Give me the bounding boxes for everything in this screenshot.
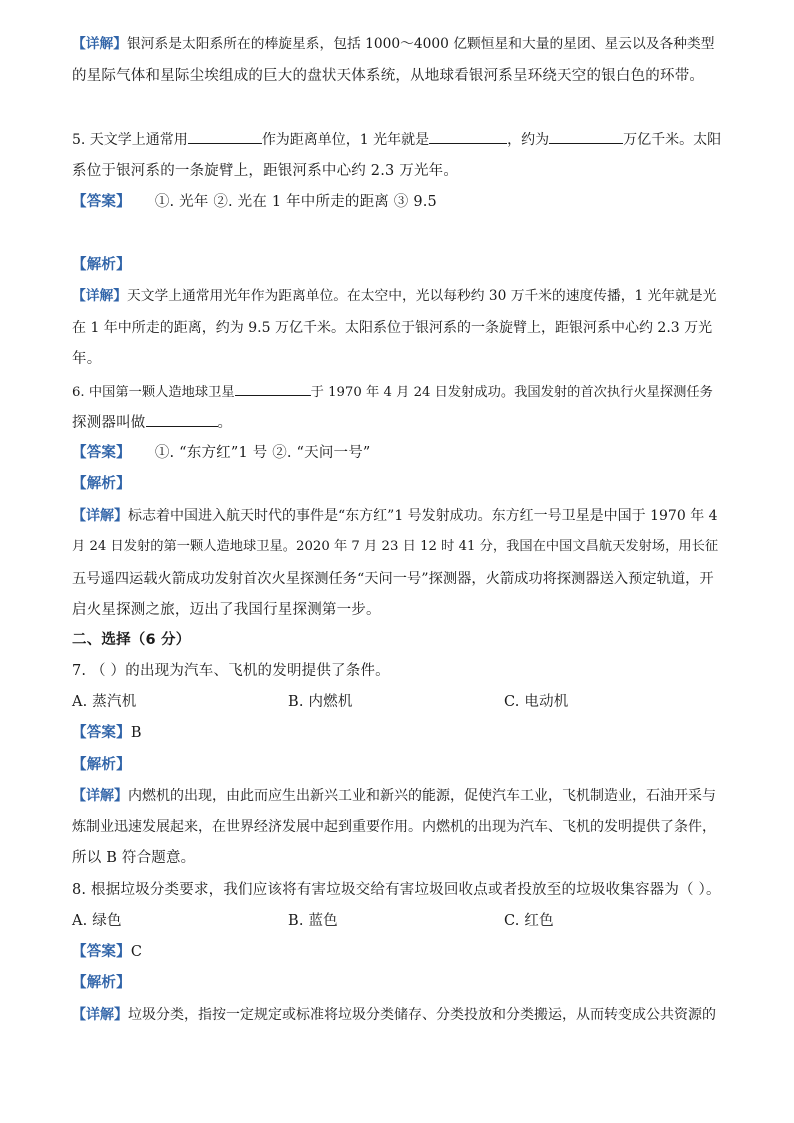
- detail-tag: 【详解】: [72, 288, 128, 304]
- answer-text: ①. 光年 ②. 光在 1 年中所走的距离 ③ 9.5: [154, 194, 437, 210]
- question-5-stem: 5. 天文学上通常用 作为距离单位，1 光年就是 ，约为 万亿千米。太阳: [72, 129, 721, 150]
- detail-tag: 【详解】: [72, 788, 128, 804]
- answer-line: [72, 443, 371, 463]
- detail-line: 启火星探测之旅，迈出了我国行星探测第一步。: [72, 602, 381, 618]
- detail-line: 炼制业迅速发展起来，在世界经济发展中起到重要作用。内燃机的出现为汽车、飞机的发明提供了条件，: [72, 819, 716, 835]
- option-a[interactable]: A. 蒸汽机: [72, 694, 137, 710]
- answer-blank[interactable]: [549, 129, 623, 144]
- detail-line: 【详解】标志着中国进入航天时代的事件是“东方红”1 号发射成功。东方红一号卫星是中国于 1970 年 4: [72, 508, 718, 524]
- detail-line: 年。: [72, 351, 102, 367]
- detail-line: 【详解】垃圾分类，指按一定规定或标准将垃圾分类储存、分类投放和分类搬运，从而转变成公共资源的: [72, 1007, 716, 1023]
- question-6-stem-cont: 探测器叫做 。: [72, 412, 232, 433]
- section-heading: 二、选择（6 分）: [72, 632, 191, 648]
- analysis-tag: 【解析】: [72, 757, 131, 773]
- detail-line: 【详解】天文学上通常用光年作为距离单位。在太空中，光以每秒约 30 万千米的速度传播，1 光年就是光: [72, 288, 717, 304]
- analysis-tag: 【解析】: [72, 476, 131, 492]
- detail-tag: 【详解】: [72, 508, 128, 524]
- option-b[interactable]: B. 内燃机: [288, 694, 353, 710]
- question-7-stem: 7. （ ）的出现为汽车、飞机的发明提供了条件。: [72, 663, 390, 679]
- answer-text: C: [130, 944, 143, 960]
- detail-tag: 【详解】: [72, 1007, 128, 1023]
- detail-text: 银河系是太阳系所在的棒旋星系，包括 1000～4000 亿颗恒星和大量的星团、星云以及各种类型: [127, 36, 715, 52]
- answer-blank[interactable]: [188, 129, 262, 144]
- answer-line: [72, 723, 142, 743]
- question-5-stem-cont: 系位于银河系的一条旋臂上，距银河系中心约 2.3 万光年。: [72, 163, 459, 179]
- analysis-tag: 【解析】: [72, 975, 131, 991]
- answer-blank[interactable]: [429, 129, 507, 144]
- answer-tag: 【答案】: [72, 194, 131, 210]
- question-8-stem: 8. 根据垃圾分类要求，我们应该将有害垃圾交给有害垃圾回收点或者投放至的垃圾收集容器为（ ）。: [72, 882, 721, 898]
- answer-text: ①. “东方红”1 号 ②. “天问一号”: [154, 445, 371, 461]
- detail-line: 五号遥四运载火箭成功发射首次火星探测任务“天问一号”探测器，火箭成功将探测器送入预定轨道，开: [72, 571, 714, 587]
- option-b[interactable]: B. 蓝色: [288, 913, 338, 929]
- detail-tag: 【详解】: [72, 36, 128, 52]
- option-a[interactable]: A. 绿色: [72, 913, 122, 929]
- detail-line: 月 24 日发射的第一颗人造地球卫星。2020 年 7 月 23 日 12 时 41 分，我国在中国文昌航天发射场，用长征: [72, 539, 719, 554]
- analysis-tag: 【解析】: [72, 257, 131, 273]
- detail-line: 所以 B 符合题意。: [72, 850, 196, 866]
- detail-line: 在 1 年中所走的距离，约为 9.5 万亿千米。太阳系位于银河系的一条旋臂上，距银河系中心约 2.3 万光: [72, 320, 713, 336]
- answer-tag: 【答案】: [72, 445, 131, 461]
- answer-text: B: [130, 725, 142, 741]
- detail-line: 的星际气体和星际尘埃组成的巨大的盘状天体系统，从地球看银河系呈环绕天空的银白色的环带。: [72, 68, 705, 84]
- answer-line: [72, 192, 437, 212]
- question-6-stem: 6. 中国第一颗人造地球卫星 于 1970 年 4 月 24 日发射成功。我国发射的首次执行火星探测任务: [72, 381, 713, 403]
- option-c[interactable]: C. 电动机: [504, 694, 569, 710]
- option-c[interactable]: C. 红色: [504, 913, 554, 929]
- answer-line: [72, 942, 142, 962]
- detail-line: [72, 34, 715, 54]
- answer-tag: 【答案】: [72, 944, 131, 960]
- detail-line: 【详解】内燃机的出现，由此而应生出新兴工业和新兴的能源，促使汽车工业，飞机制造业，石油开采与: [72, 788, 716, 804]
- answer-tag: 【答案】: [72, 725, 131, 741]
- answer-blank[interactable]: [146, 412, 218, 427]
- answer-blank[interactable]: [235, 381, 311, 396]
